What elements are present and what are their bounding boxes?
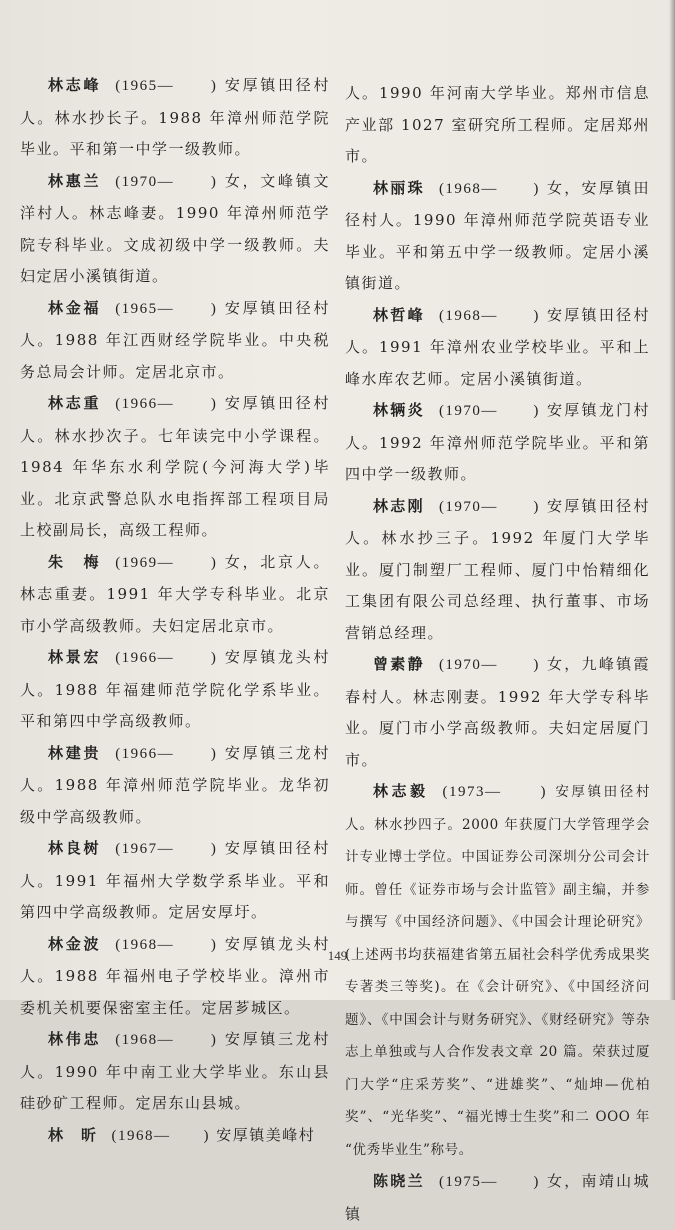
page-number: 149 <box>327 948 348 963</box>
biography-text: 安厚镇三龙村人。1988 年漳州师范学院毕业。龙华初级中学高级教师。 <box>20 743 330 826</box>
person-name: 林建贵 <box>48 743 102 762</box>
biography-text: 安厚镇田径村人。林水抄三子。1992 年厦门大学毕业。厦门制塑厂工程师、厦门中怡精细化工集团有限公司总经理、执行董事、市场营销总经理。 <box>345 496 650 642</box>
person-name: 林 昕 <box>48 1125 98 1144</box>
biography-text: 安厚镇田径村人。1991 年福州大学数学系毕业。平和第四中学高级教师。定居安厚圩。 <box>20 839 330 921</box>
life-dates: (1965— ) <box>115 78 218 94</box>
life-dates: (1970— ) <box>438 498 540 515</box>
biography-text: 安厚镇龙头村人。1988 年福建师范学院化学系毕业。平和第四中学高级教师。 <box>20 648 330 730</box>
person-name: 林哲峰 <box>373 305 425 324</box>
biography-text: 人。1990 年河南大学毕业。郑州市信息产业部 1027 室研究所工程师。定居郑州市。 <box>345 84 650 165</box>
person-name: 林伟忠 <box>48 1030 102 1048</box>
life-dates: (1970— ) <box>115 173 218 190</box>
life-dates: (1973— ) <box>442 784 548 800</box>
biography-entry <box>345 395 650 491</box>
biography-entry <box>345 776 650 1166</box>
biography-entry <box>345 300 650 396</box>
biography-entry <box>20 1120 330 1153</box>
biography-text: 安厚镇田径村人。林水抄四子。2000 年获厦门大学管理学会计专业博士学位。中国证券公司深圳分公司会计师。曾任《证券市场与会计监管》副主编，并参与撰写《中国经济问题》、《中国会计理论研究》(上述两书均获福建省第五届社会科学优秀成果奖专著类三等奖)。在《会计研究》、《中国经济问题》、《中国会计与财务研究》、《财经研究》等杂志上单独或与人合作发表文章 20 篇。荣获过厦门大学“庄采芳奖”、“进雄奖”、“灿坤—优柏奖”、“光华奖”、“福光博士生奖”和二 OOO 年 “优秀毕业生”称号。 <box>345 784 650 1158</box>
biography-entry <box>345 1166 650 1230</box>
biography-entry <box>20 833 330 929</box>
person-name: 林志毅 <box>373 782 429 800</box>
person-name: 林良树 <box>48 839 102 857</box>
biography-entry <box>20 293 330 389</box>
biography-entry <box>20 738 330 834</box>
biography-entry <box>20 642 330 738</box>
life-dates: (1968— ) <box>438 180 540 197</box>
biography-text: 安厚镇龙头村人。1988 年福州电子学校毕业。漳州市委机关机要保密室主任。定居芗城区。 <box>20 934 330 1017</box>
biography-entry <box>20 388 330 547</box>
biography-entry <box>345 173 650 300</box>
biography-text: 安厚镇龙门村人。1992 年漳州师范学院毕业。平和第四中学一级教师。 <box>345 401 650 483</box>
biography-text: 安厚镇田径村人。林水抄次子。七年读完中小学课程。1984 年华东水利学院(今河海大学)毕业。北京武警总队水电指挥部工程项目局上校副局长，高级工程师。 <box>20 394 330 539</box>
life-dates: (1968— ) <box>111 1127 211 1144</box>
life-dates: (1965— ) <box>115 300 218 317</box>
person-name: 林志刚 <box>373 496 425 515</box>
life-dates: (1975— ) <box>438 1174 540 1190</box>
person-name: 林志重 <box>48 394 102 412</box>
life-dates: (1970— ) <box>438 403 540 419</box>
biography-entry <box>20 1024 330 1120</box>
person-name: 曾素静 <box>373 655 425 673</box>
life-dates: (1966— ) <box>115 650 218 666</box>
person-name: 林辆炎 <box>373 401 425 419</box>
right-column <box>345 78 650 1230</box>
biography-text: 女，安厚镇田径村人。1990 年漳州师范学院英语专业毕业。平和第五中学一级教师。定居小溪镇街道。 <box>345 178 650 292</box>
biography-text: 女，文峰镇文洋村人。林志峰妻。1990 年漳州师范学院专科毕业。文成初级中学一级教师。夫妇定居小溪镇街道。 <box>20 171 330 285</box>
life-dates: (1968— ) <box>438 307 540 324</box>
life-dates: (1969— ) <box>115 554 218 571</box>
biography-entry <box>20 70 330 166</box>
life-dates: (1966— ) <box>115 396 218 412</box>
biography-text: 安厚镇三龙村人。1990 年中南工业大学毕业。东山县硅砂矿工程师。定居东山县城。 <box>20 1030 330 1112</box>
life-dates: (1968— ) <box>115 1032 218 1048</box>
biography-entry-continued <box>345 78 650 173</box>
left-column <box>20 70 330 1152</box>
person-name: 林志峰 <box>48 76 102 94</box>
biography-text: 安厚镇田径村人。1988 年江西财经学院毕业。中央税务总局会计师。定居北京市。 <box>20 298 330 381</box>
person-name: 林丽珠 <box>373 178 425 197</box>
biography-entry <box>20 547 330 643</box>
biography-entry <box>20 929 330 1025</box>
person-name: 林金波 <box>48 934 102 953</box>
person-name: 林金福 <box>48 298 102 317</box>
biography-text: 女，南靖山城镇 <box>345 1172 650 1223</box>
biography-text: 安厚镇田径村人。林水抄长子。1988 年漳州师范学院毕业。平和第一中学一级教师。 <box>20 76 330 158</box>
person-name: 朱 梅 <box>48 552 102 571</box>
life-dates: (1968— ) <box>115 936 218 953</box>
person-name: 陈晓兰 <box>373 1172 425 1190</box>
biography-entry <box>345 491 650 650</box>
biography-text: 安厚镇田径村人。1991 年漳州农业学校毕业。平和上峰水库农艺师。定居小溪镇街道。 <box>345 305 650 388</box>
person-name: 林惠兰 <box>48 171 102 190</box>
biography-entry <box>20 166 330 293</box>
biography-text: 安厚镇美峰村 <box>216 1125 316 1144</box>
biography-text: 女，九峰镇霞春村人。林志刚妻。1992 年大学专科毕业。厦门市小学高级教师。夫妇定居厦门市。 <box>345 655 650 769</box>
life-dates: (1967— ) <box>115 841 218 857</box>
biography-text: 女，北京人。林志重妻。1991 年大学专科毕业。北京市小学高级教师。夫妇定居北京市。 <box>20 552 330 635</box>
life-dates: (1970— ) <box>438 657 540 673</box>
biography-entry <box>345 649 650 776</box>
person-name: 林景宏 <box>48 648 102 666</box>
life-dates: (1966— ) <box>115 745 218 762</box>
